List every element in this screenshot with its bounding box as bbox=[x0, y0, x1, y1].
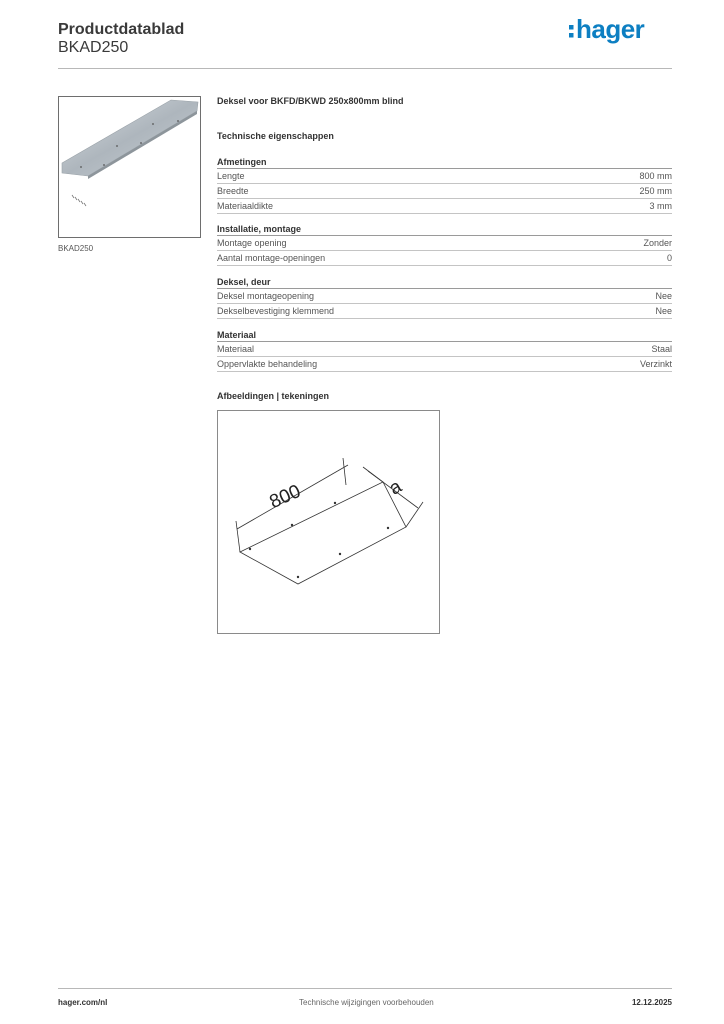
hager-logo bbox=[567, 14, 659, 48]
group-title: Deksel, deur bbox=[217, 276, 672, 289]
property-row bbox=[217, 304, 672, 319]
group-title: Materiaal bbox=[217, 329, 672, 342]
plate-outline bbox=[240, 482, 406, 584]
property-row bbox=[217, 357, 672, 372]
group-material bbox=[217, 329, 672, 372]
screws bbox=[72, 195, 86, 206]
footer-note: Technische wijzigingen voorbehouden bbox=[299, 998, 434, 1007]
property-value: 3 mm bbox=[649, 201, 672, 211]
property-value: Nee bbox=[655, 306, 672, 316]
property-value: Verzinkt bbox=[639, 359, 672, 369]
group-installation bbox=[217, 223, 672, 266]
cover-plate-photo bbox=[59, 97, 200, 237]
property-value: 0 bbox=[666, 253, 672, 263]
property-label: Montage opening bbox=[217, 238, 287, 248]
header-divider bbox=[58, 68, 672, 69]
extension-line-left bbox=[236, 521, 240, 552]
property-row bbox=[217, 251, 672, 266]
property-value: 800 mm bbox=[639, 171, 672, 181]
property-value: Zonder bbox=[643, 238, 672, 248]
property-row bbox=[217, 289, 672, 304]
footer-website: hager.com/nl bbox=[58, 998, 108, 1007]
property-label: Dekselbevestiging klemmend bbox=[217, 306, 335, 316]
property-label: Lengte bbox=[217, 171, 245, 181]
property-value: Nee bbox=[655, 291, 672, 301]
property-label: Oppervlakte behandeling bbox=[217, 359, 318, 369]
width-label: a bbox=[385, 476, 406, 500]
group-cover-door bbox=[217, 276, 672, 319]
extension-line-width-top bbox=[363, 467, 383, 482]
plate-shape bbox=[62, 100, 198, 176]
product-code: BKAD250 bbox=[58, 39, 129, 56]
dimension-drawing bbox=[218, 411, 439, 633]
property-label: Breedte bbox=[217, 186, 249, 196]
property-row bbox=[217, 199, 672, 214]
product-image bbox=[58, 96, 201, 238]
product-image-caption: BKAD250 bbox=[58, 244, 94, 253]
property-label: Materiaal bbox=[217, 344, 255, 354]
group-dimensions bbox=[217, 156, 672, 214]
property-row bbox=[217, 169, 672, 184]
group-title: Installatie, montage bbox=[217, 223, 672, 236]
footer-divider bbox=[58, 988, 672, 989]
page-title: Productdatablad bbox=[58, 21, 185, 38]
property-label: Deksel montageopening bbox=[217, 291, 315, 301]
property-row bbox=[217, 184, 672, 199]
logo-wordmark: hager bbox=[576, 14, 645, 44]
property-value: 250 mm bbox=[639, 186, 672, 196]
footer-date: 12.12.2025 bbox=[631, 998, 672, 1007]
property-label: Aantal montage-openingen bbox=[217, 253, 326, 263]
product-description: Deksel voor BKFD/BKWD 250x800mm blind bbox=[217, 96, 404, 106]
technical-properties-heading: Technische eigenschappen bbox=[217, 131, 334, 141]
property-row bbox=[217, 236, 672, 251]
group-title: Afmetingen bbox=[217, 156, 672, 169]
property-label: Materiaaldikte bbox=[217, 201, 274, 211]
extension-line-right bbox=[343, 458, 346, 485]
property-row bbox=[217, 342, 672, 357]
length-label: 800 bbox=[266, 480, 304, 514]
technical-drawing bbox=[217, 410, 440, 634]
logo-dot-bottom bbox=[569, 33, 574, 38]
logo-dot-top bbox=[569, 25, 574, 30]
property-value: Staal bbox=[651, 344, 672, 354]
images-drawings-heading: Afbeeldingen | tekeningen bbox=[217, 391, 330, 401]
